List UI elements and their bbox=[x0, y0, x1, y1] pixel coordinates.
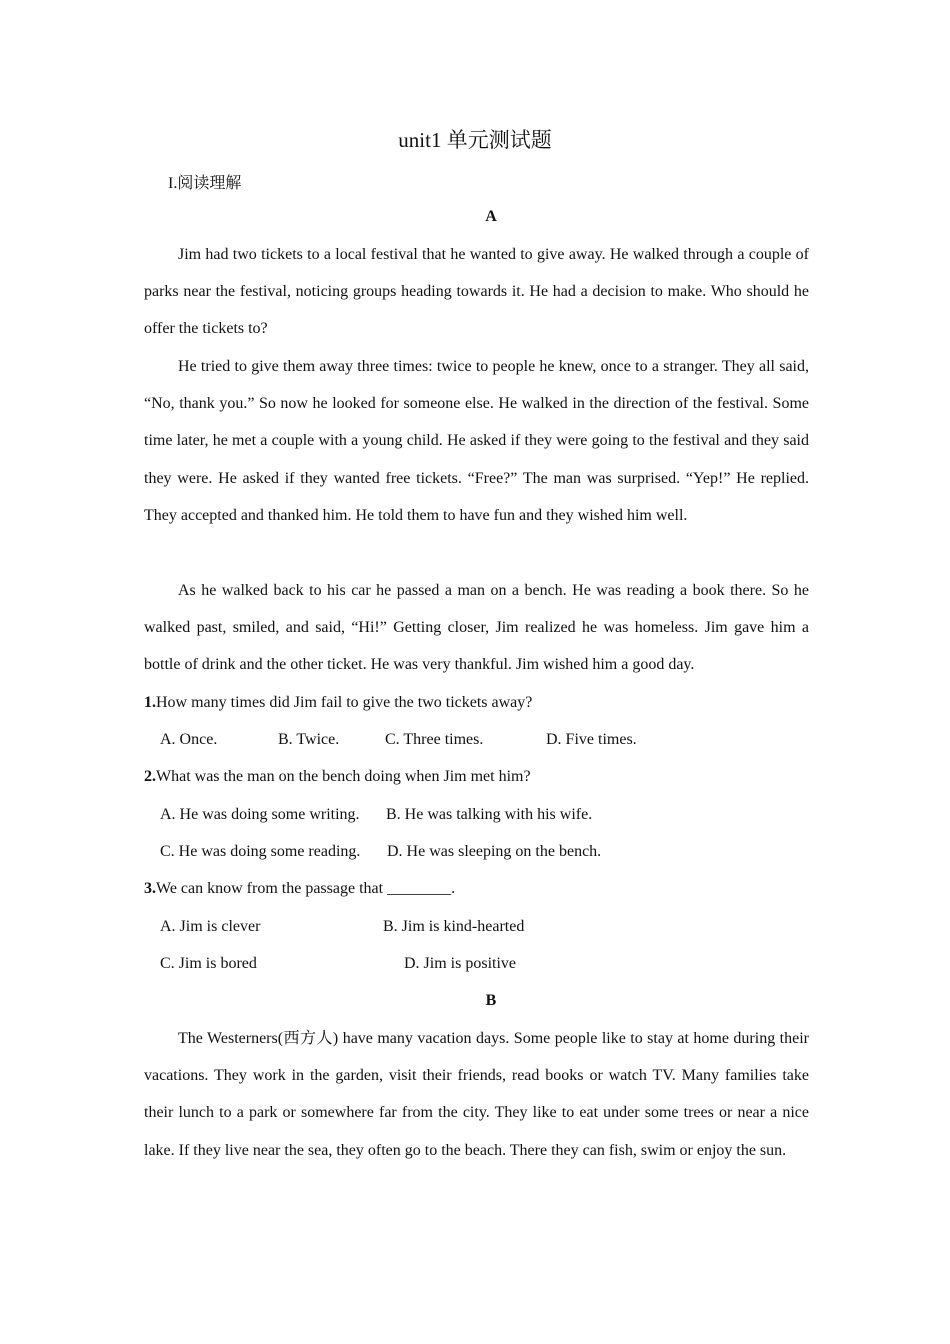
question-1-option-a: A. Once. bbox=[160, 731, 218, 748]
question-text: How many times did Jim fail to give the two tickets away? bbox=[156, 694, 533, 711]
page-title: unit1 单元测试题 bbox=[398, 128, 552, 152]
question-number: 1. bbox=[144, 694, 156, 711]
question-2-option-c: C. He was doing some reading. bbox=[160, 843, 361, 860]
passage-a-paragraph-3: As he walked back to his car he passed a man on a bench. He was reading a book there. So he walked past, smiled, and said, “Hi!” Getting closer, Jim realized he was homeless. Jim gave him a bottle of drink and the other ticket. He was very thankful. Jim wished him a good day. bbox=[144, 582, 809, 674]
question-number: 3. bbox=[144, 880, 156, 897]
question-1-option-d: D. Five times. bbox=[546, 731, 637, 748]
question-3-option-d: D. Jim is positive bbox=[404, 955, 517, 972]
passage-a-label: A bbox=[485, 208, 497, 225]
question-number: 2. bbox=[144, 768, 156, 785]
section-heading: I.阅读理解 bbox=[168, 175, 242, 192]
question-3 bbox=[144, 878, 455, 900]
question-text: We can know from the passage that ________. bbox=[156, 880, 456, 897]
passage-a-paragraph-1: Jim had two tickets to a local festival that he wanted to give away. He walked through a couple of parks near the festival, noticing groups heading towards it. He had a decision to make. Who should he offer the tickets to? bbox=[144, 246, 809, 338]
passage-b-label: B bbox=[485, 992, 497, 1009]
question-1-option-c: C. Three times. bbox=[385, 731, 484, 748]
question-2-option-a: A. He was doing some writing. bbox=[160, 806, 360, 823]
passage-b-paragraph-1: The Westerners(西方人) have many vacation days. Some people like to stay at home during their vacations. They work in the garden, visit their friends, read books or watch TV. Many families take their lunch to a park or somewhere far from the city. They like to eat under some trees or near a nice lake. If they live near the sea, they often go to the beach. There they can fish, swim or enjoy the sun. bbox=[144, 1030, 809, 1159]
question-3-option-c: C. Jim is bored bbox=[160, 955, 257, 972]
passage-a-paragraph-2: He tried to give them away three times: twice to people he knew, once to a stranger. They all said, “No, thank you.” So now he looked for someone else. He walked in the direction of the festival. Some time later, he met a couple with a young child. He asked if they were going to the festival and they said they were. He asked if they wanted free tickets. “Free?” The man was surprised. “Yep!” He replied. They accepted and thanked him. He told them to have fun and they wished him well. bbox=[144, 358, 809, 524]
question-2-option-d: D. He was sleeping on the bench. bbox=[387, 843, 602, 860]
question-1 bbox=[144, 692, 532, 714]
question-2 bbox=[144, 766, 531, 788]
question-1-option-b: B. Twice. bbox=[278, 731, 340, 748]
question-text: What was the man on the bench doing when Jim met him? bbox=[156, 768, 531, 785]
question-3-option-a: A. Jim is clever bbox=[160, 918, 261, 935]
question-2-option-b: B. He was talking with his wife. bbox=[386, 806, 593, 823]
question-3-option-b: B. Jim is kind-hearted bbox=[383, 918, 525, 935]
